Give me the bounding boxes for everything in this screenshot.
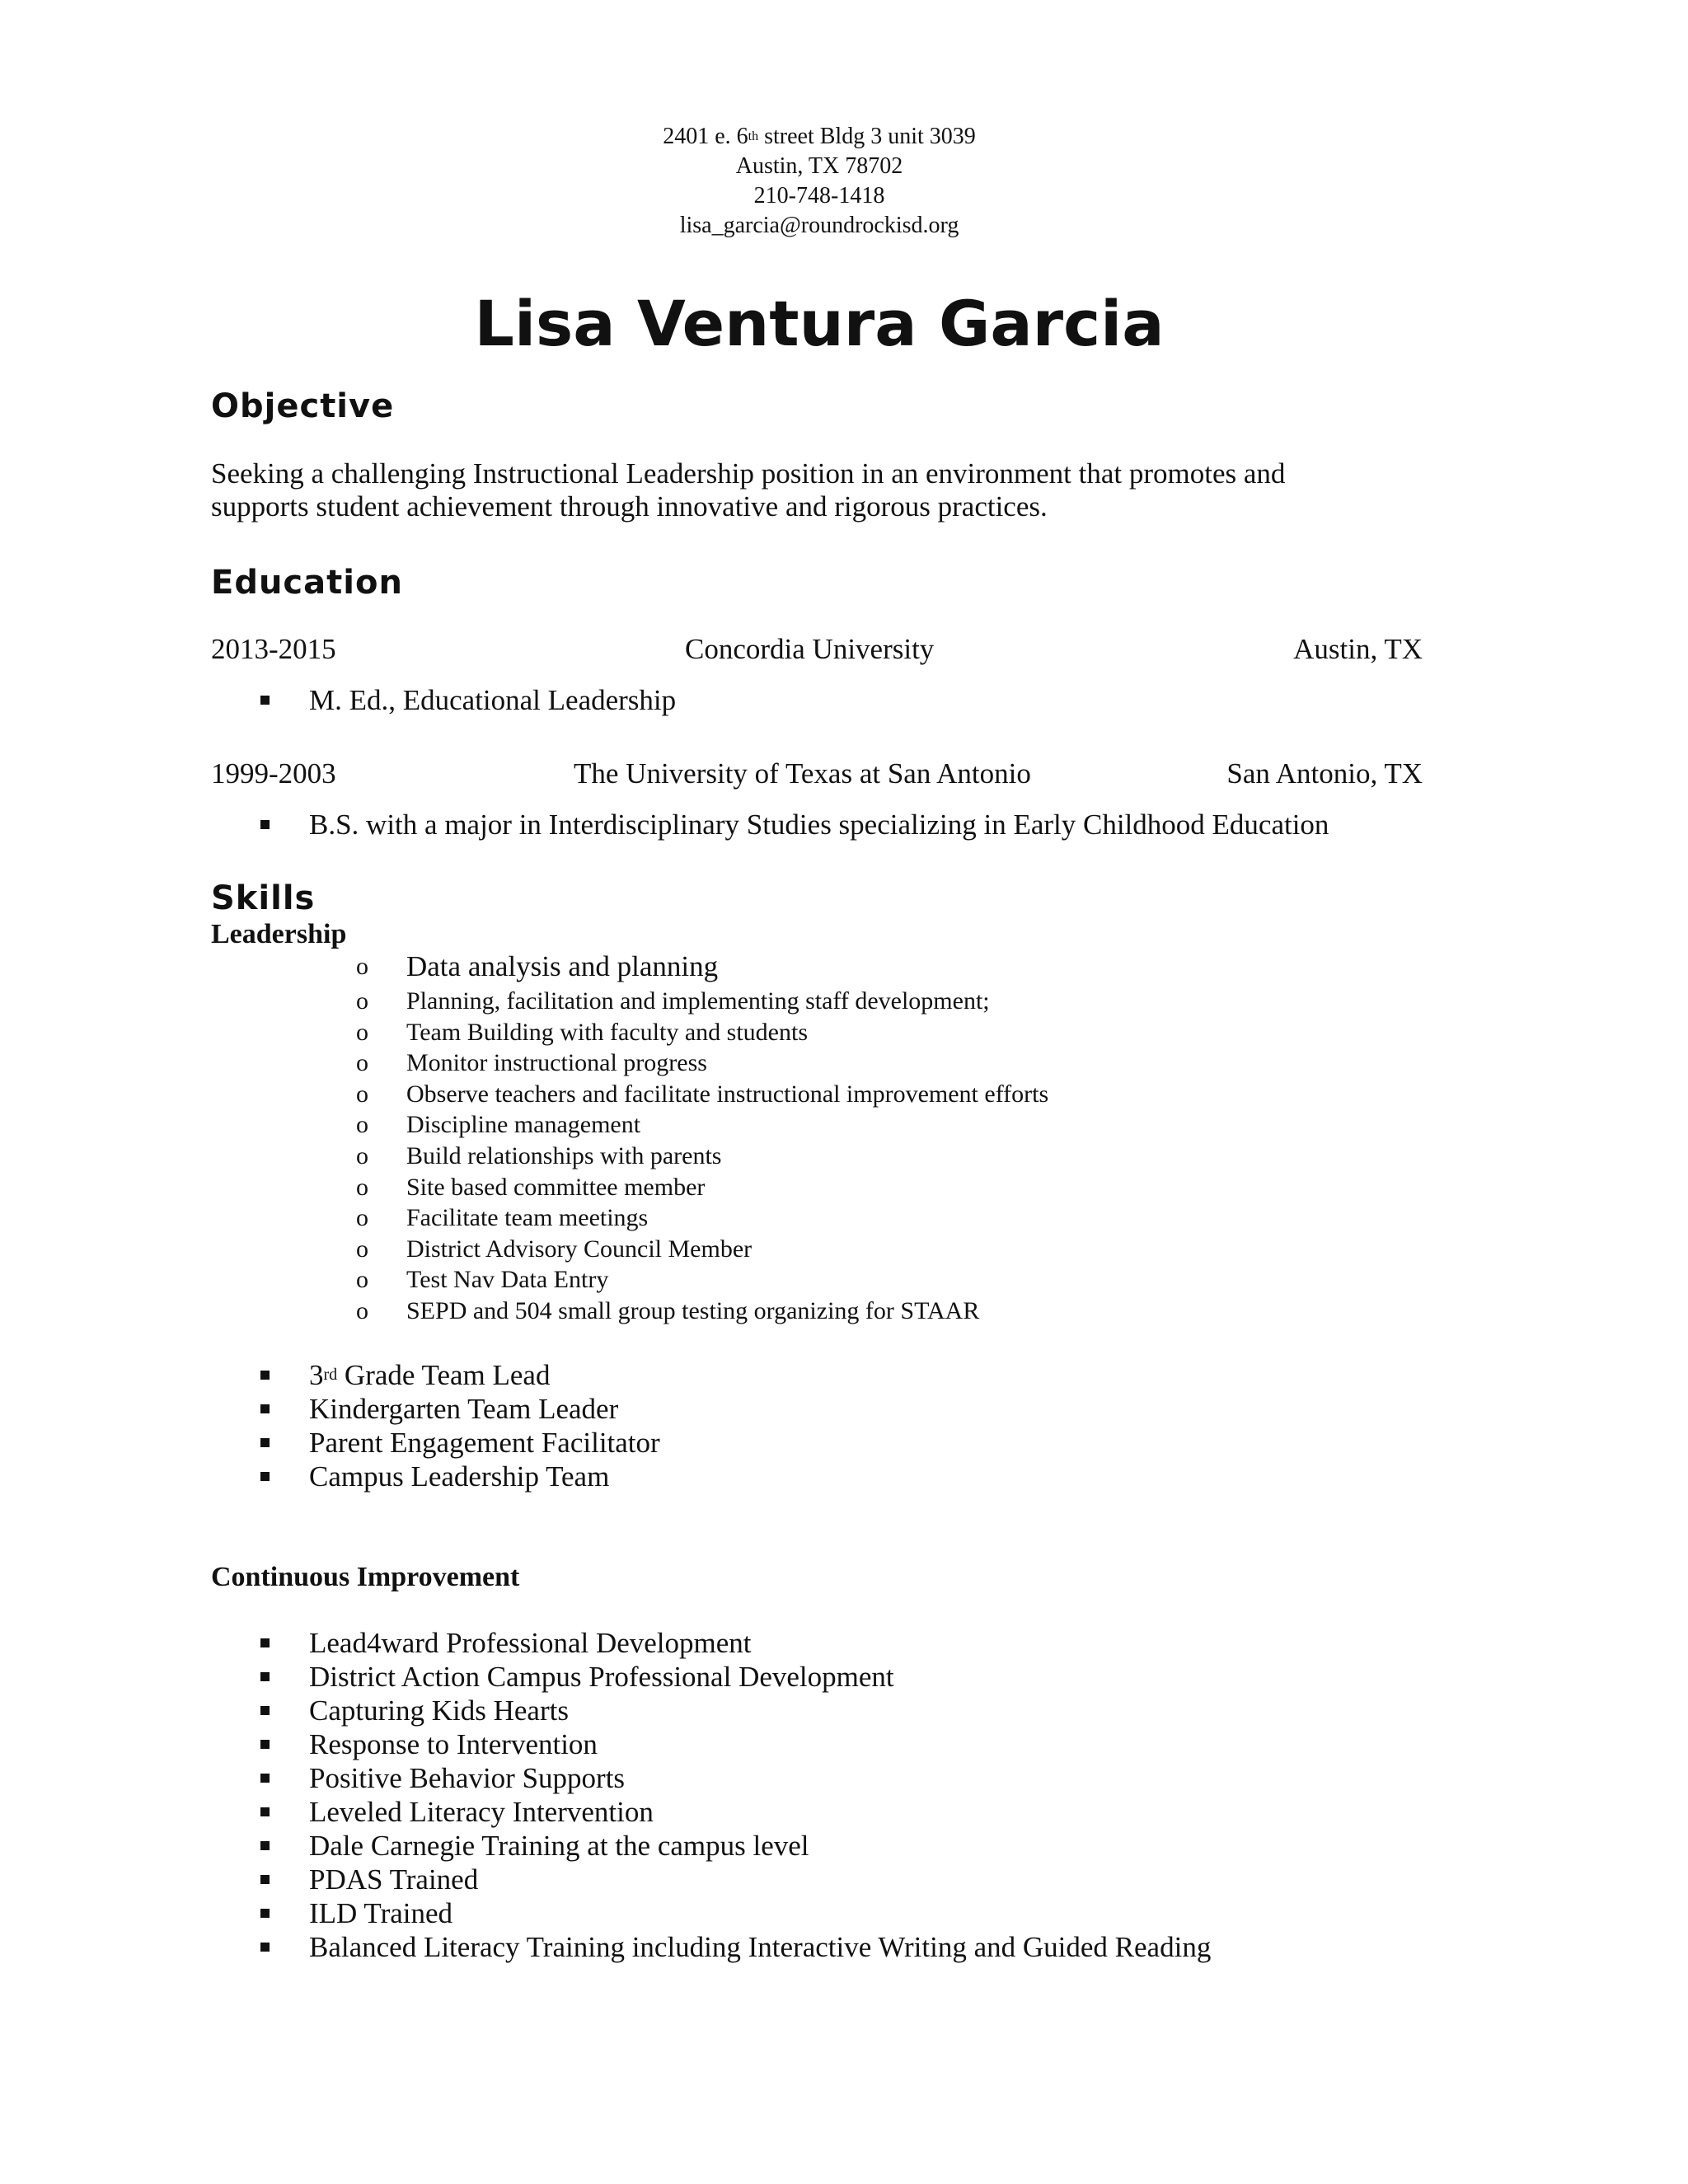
square-bullet-icon [260, 1875, 270, 1884]
contact-block [0, 122, 1639, 241]
circle-bullet-icon: o [356, 1173, 368, 1201]
circle-bullet-icon: o [356, 1296, 368, 1324]
training-item: District Action Campus Professional Development [309, 1661, 894, 1693]
role-text: Campus Leadership Team [309, 1460, 610, 1493]
training-item: Positive Behavior Supports [309, 1762, 626, 1794]
training-item: ILD Trained [309, 1897, 453, 1929]
leadership-skill: Observe teachers and facilitate instructional improvement efforts [406, 1080, 1049, 1108]
circle-bullet-icon: o [356, 1141, 368, 1169]
education-entry [211, 632, 1423, 667]
objective-text [211, 457, 1497, 523]
leadership-skill: SEPD and 504 small group testing organizing for STAAR [406, 1296, 980, 1324]
education-heading: Education [211, 564, 403, 602]
education-detail: B.S. with a major in Interdisciplinary Studies specializing in Early Childhood Education [309, 808, 1329, 841]
square-bullet-icon [260, 820, 270, 829]
leadership-subheading: Leadership [211, 919, 347, 949]
education-location: San Antonio, TX [1226, 757, 1423, 790]
role-text: Parent Engagement Facilitator [309, 1427, 660, 1459]
square-bullet-icon [260, 1740, 270, 1749]
address-superscript: th [748, 129, 759, 143]
address-suffix: street Bldg 3 unit 3039 [758, 124, 976, 149]
role-grade-superscript: rd [323, 1366, 338, 1384]
circle-bullet-icon: o [356, 987, 368, 1015]
square-bullet-icon [260, 1774, 270, 1783]
training-item: Dale Carnegie Training at the campus level [309, 1830, 809, 1862]
square-bullet-icon [260, 1638, 270, 1647]
training-item: Leveled Literacy Intervention [309, 1796, 654, 1828]
square-bullet-icon [260, 1472, 270, 1481]
address-prefix: 2401 e. 6 [663, 124, 748, 149]
contact-address [0, 122, 1639, 152]
square-bullet-icon [260, 1943, 270, 1952]
square-bullet-icon [260, 1841, 270, 1850]
circle-bullet-icon: o [356, 1018, 368, 1046]
circle-bullet-icon: o [356, 953, 368, 980]
role-grade-number: 3 [309, 1359, 324, 1391]
role-text [309, 1358, 550, 1392]
training-item: Response to Intervention [309, 1728, 598, 1760]
leadership-skill: Test Nav Data Entry [406, 1266, 609, 1294]
circle-bullet-icon: o [356, 1204, 368, 1232]
circle-bullet-icon: o [356, 1235, 368, 1263]
square-bullet-icon [260, 696, 270, 705]
square-bullet-icon [260, 1371, 270, 1380]
training-item: PDAS Trained [309, 1863, 479, 1896]
square-bullet-icon [260, 1706, 270, 1715]
leadership-skill: District Advisory Council Member [406, 1235, 753, 1263]
leadership-skill: Build relationships with parents [406, 1141, 722, 1169]
leadership-skill: Site based committee member [406, 1173, 706, 1201]
circle-bullet-icon: o [356, 1049, 368, 1077]
leadership-skill: Facilitate team meetings [406, 1204, 649, 1232]
contact-city: Austin, TX 78702 [735, 153, 903, 179]
contact-email: lisa_garcia@roundrockisd.org [679, 213, 959, 238]
education-detail: M. Ed., Educational Leadership [309, 684, 677, 716]
leadership-skill: Data analysis and planning [406, 950, 719, 982]
leadership-skill: Discipline management [406, 1111, 641, 1139]
circle-bullet-icon: o [356, 1266, 368, 1294]
skills-heading: Skills [211, 879, 316, 917]
education-location: Austin, TX [1293, 633, 1423, 665]
objective-line: Seeking a challenging Instructional Leadership position in an environment that promotes and [211, 457, 1286, 490]
objective-heading: Objective [211, 387, 395, 425]
training-item: Balanced Literacy Training including Interactive Writing and Guided Reading [309, 1931, 1212, 1963]
education-years: 2013-2015 [211, 633, 336, 665]
role-text: Kindergarten Team Leader [309, 1393, 619, 1425]
education-entry [211, 757, 1423, 791]
objective-line: supports student achievement through innovative and rigorous practices. [211, 490, 1048, 523]
square-bullet-icon [260, 1438, 270, 1447]
circle-bullet-icon: o [356, 1080, 368, 1108]
leadership-skill: Team Building with faculty and students [406, 1018, 808, 1046]
training-item: Lead4ward Professional Development [309, 1627, 752, 1659]
leadership-skill: Planning, facilitation and implementing staff development; [406, 987, 990, 1015]
continuous-improvement-subheading: Continuous Improvement [211, 1562, 520, 1592]
role-grade-rest: Grade Team Lead [337, 1359, 551, 1391]
square-bullet-icon [260, 1807, 270, 1816]
contact-phone: 210-748-1418 [753, 183, 885, 209]
square-bullet-icon [260, 1404, 270, 1413]
square-bullet-icon [260, 1909, 270, 1918]
education-school: The University of Texas at San Antonio [574, 757, 1031, 790]
education-years: 1999-2003 [211, 757, 336, 790]
circle-bullet-icon: o [356, 1111, 368, 1139]
square-bullet-icon [260, 1672, 270, 1681]
education-school: Concordia University [685, 633, 935, 665]
training-item: Capturing Kids Hearts [309, 1694, 569, 1727]
resume-name: Lisa Ventura Garcia [474, 287, 1165, 360]
leadership-skill: Monitor instructional progress [406, 1049, 707, 1077]
